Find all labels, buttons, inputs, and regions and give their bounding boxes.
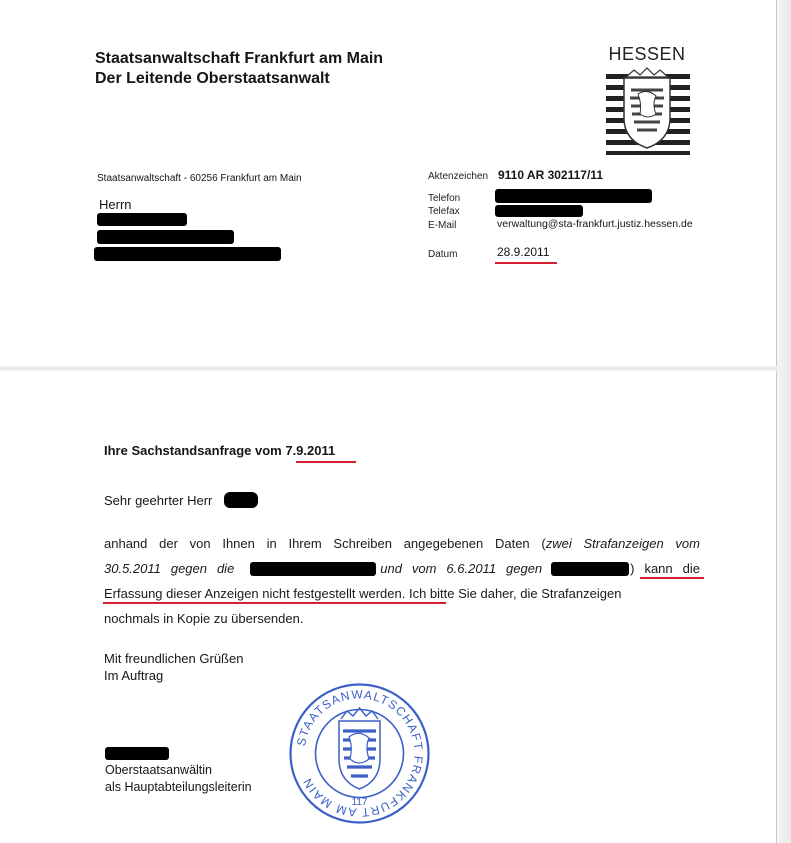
closing-greeting: Mit freundlichen Grüßen [104,651,244,666]
datum-label: Datum [428,249,458,260]
stamp-seal-graphic [287,681,432,826]
redacted-signatory-name [105,747,169,760]
highlight-red-underline-1 [640,577,704,579]
telefon-label: Telefon [428,193,461,204]
redacted-accused-party-1 [250,562,376,576]
email-label: E-Mail [428,220,457,231]
datum-value: 28.9.2011 [497,245,550,259]
redacted-accused-party-2 [551,562,629,576]
signatory-title: Oberstaatsanwältin [105,763,213,777]
recipient-salutation: Herrn [99,197,132,212]
redacted-recipient-street [97,230,234,244]
body-line-2-italic-a: 30.5.2011 gegen die [104,561,235,576]
state-name: HESSEN [608,44,686,64]
paper-edge [776,0,777,843]
body-line-1-text: anhand der von Ihnen in Ihrem Schreiben angegebenen Daten ( [104,536,546,551]
redacted-salutation-name [224,492,258,508]
redacted-recipient-city [94,247,281,261]
body-line-2-highlight: kann die [644,561,700,576]
redacted-telefon-number [495,189,652,203]
body-line-4 [104,611,700,626]
body-line-2-italic-b: und vom 6.6.2011 gegen [380,561,543,576]
org-name: Staatsanwaltschaft Frankfurt am Main [95,50,384,67]
letter-salutation [104,493,212,508]
official-stamp [287,681,432,826]
datum-red-underline [495,262,557,264]
email-value: verwaltung@sta-frankfurt.justiz.hessen.de [497,218,693,230]
body-line-3-highlight: Erfassung dieser Anzeigen nicht festgestellt werden [104,586,402,601]
body-line-2-paren: ) [630,561,635,576]
sender-return-line: Staatsanwaltschaft - 60256 Frankfurt am Main [97,173,302,184]
subject-date: 7.9.2011 [285,443,336,458]
highlight-red-underline-2 [103,602,446,604]
aktenzeichen-value: 9110 AR 302117/11 [498,168,603,182]
body-line-3-text: . Ich bitte Sie daher, die Strafanzeigen [401,586,622,601]
aktenzeichen-label: Aktenzeichen [428,171,489,182]
org-subtitle: Der Leitende Oberstaatsanwalt [95,70,330,87]
subject-date-red-underline [296,461,356,463]
subject-line [104,443,335,458]
salutation-text: Sehr geehrter Herr [104,493,213,508]
stamp-ring-text: STAATSANWALTSCHAFT FRANKFURT AM MAIN [293,687,426,820]
stamp-number: 117 [351,797,368,808]
paper-fold-line [0,366,777,371]
body-line-1-italic: zwei Strafanzeigen vom [545,536,700,551]
redacted-recipient-name [97,213,187,226]
paper-edge-shadow [777,0,791,843]
crest-stripes-graphic [604,44,690,156]
closing-im-auftrag: Im Auftrag [104,668,164,683]
telefax-label: Telefax [428,206,460,217]
subject-prefix: Ihre Sachstandsanfrage vom [104,443,286,458]
body-line-4-text: nochmals in Kopie zu übersenden. [104,611,304,626]
body-line-1 [104,536,700,551]
hessen-crest-logo [604,44,690,156]
body-line-3 [104,586,700,601]
signatory-department: als Hauptabteilungsleiterin [105,780,252,794]
redacted-telefax-number [495,205,583,217]
